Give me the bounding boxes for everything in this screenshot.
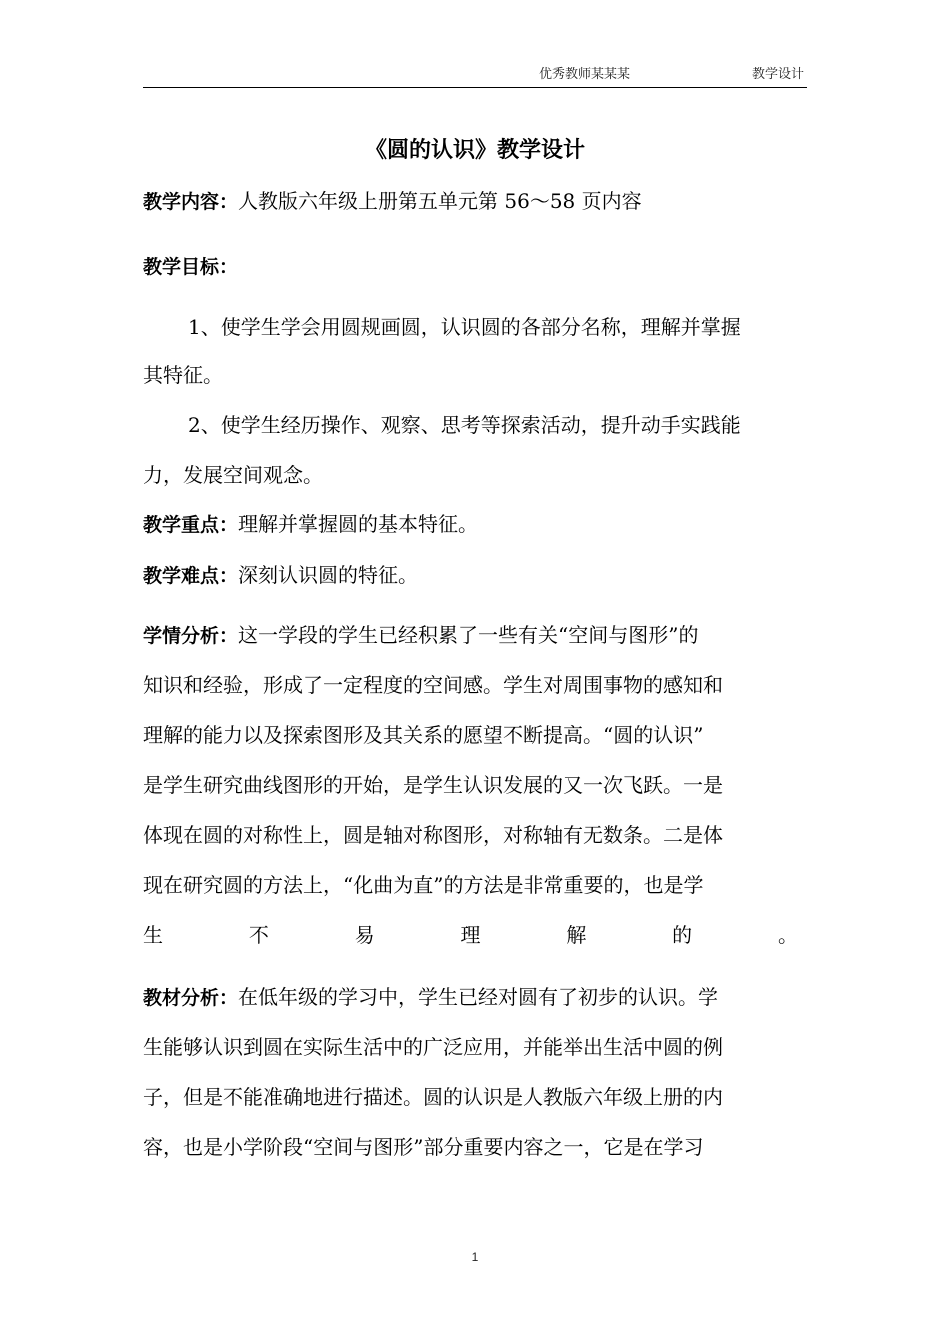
header-author: 优秀教师某某某 bbox=[539, 67, 631, 82]
teaching-content bbox=[143, 186, 807, 217]
student-analysis-line: 体现在圆的对称性上，圆是轴对称图形，对称轴有无数条。二是体 bbox=[143, 823, 723, 847]
difficulty-label: 教学难点： bbox=[143, 565, 239, 587]
difficulty-text: 深刻认识圆的特征。 bbox=[238, 563, 419, 587]
teaching-goals-label: 教学目标： bbox=[143, 256, 239, 278]
key-point-text: 理解并掌握圆的基本特征。 bbox=[238, 512, 479, 536]
spread-char: 。 bbox=[777, 923, 798, 947]
spread-char: 解 bbox=[566, 923, 587, 947]
key-point bbox=[143, 509, 807, 540]
teaching-content-text: 人教版六年级上册第五单元第 56～58 页内容 bbox=[238, 189, 642, 213]
header-doc-type: 教学设计 bbox=[752, 67, 805, 82]
teaching-goals-heading bbox=[143, 251, 807, 282]
teaching-content-label: 教学内容： bbox=[143, 191, 239, 213]
header-divider bbox=[143, 87, 807, 88]
goal-1-line-1: 1、使学生学会用圆规画圆，认识圆的各部分名称，理解并掌握 bbox=[188, 315, 741, 339]
difficulty bbox=[143, 560, 807, 591]
material-analysis-label: 教材分析： bbox=[143, 987, 239, 1009]
student-analysis-label: 学情分析： bbox=[143, 625, 239, 647]
spread-char: 生 bbox=[143, 923, 163, 947]
material-analysis-line bbox=[143, 982, 807, 1013]
key-point-label: 教学重点： bbox=[143, 514, 239, 536]
student-analysis-line: 现在研究圆的方法上，“化曲为直”的方法是非常重要的，也是学 bbox=[143, 873, 704, 897]
material-analysis-line: 子，但是不能准确地进行描述。圆的认识是人教版六年级上册的内 bbox=[143, 1085, 723, 1109]
material-analysis-line: 容，也是小学阶段“空间与图形”部分重要内容之一，它是在学习 bbox=[143, 1135, 704, 1159]
page-title: 《圆的认识》教学设计 bbox=[364, 138, 585, 163]
spread-char: 易 bbox=[354, 923, 375, 947]
student-analysis-line bbox=[143, 620, 807, 651]
material-analysis-text: 在低年级的学习中，学生已经对圆有了初步的认识。学 bbox=[238, 985, 719, 1009]
page-number: 1 bbox=[471, 1250, 479, 1264]
goal-2-line-2: 力，发展空间观念。 bbox=[143, 463, 323, 487]
student-analysis-last-line bbox=[143, 920, 807, 950]
spread-char: 的 bbox=[672, 923, 693, 947]
student-analysis-line: 知识和经验，形成了一定程度的空间感。学生对周围事物的感知和 bbox=[143, 673, 723, 697]
material-analysis-line: 生能够认识到圆在实际生活中的广泛应用，并能举出生活中圆的例 bbox=[143, 1035, 723, 1059]
spread-char: 理 bbox=[460, 923, 481, 947]
spread-char: 不 bbox=[248, 923, 269, 947]
student-analysis-line: 理解的能力以及探索图形及其关系的愿望不断提高。“圆的认识” bbox=[143, 723, 704, 747]
student-analysis-line: 是学生研究曲线图形的开始，是学生认识发展的又一次飞跃。一是 bbox=[143, 773, 723, 797]
student-analysis-text: 这一学段的学生已经积累了一些有关“空间与图形”的 bbox=[238, 623, 699, 647]
goal-2-line-1: 2、使学生经历操作、观察、思考等探索活动，提升动手实践能 bbox=[188, 413, 741, 437]
goal-1-line-2: 其特征。 bbox=[143, 363, 223, 387]
